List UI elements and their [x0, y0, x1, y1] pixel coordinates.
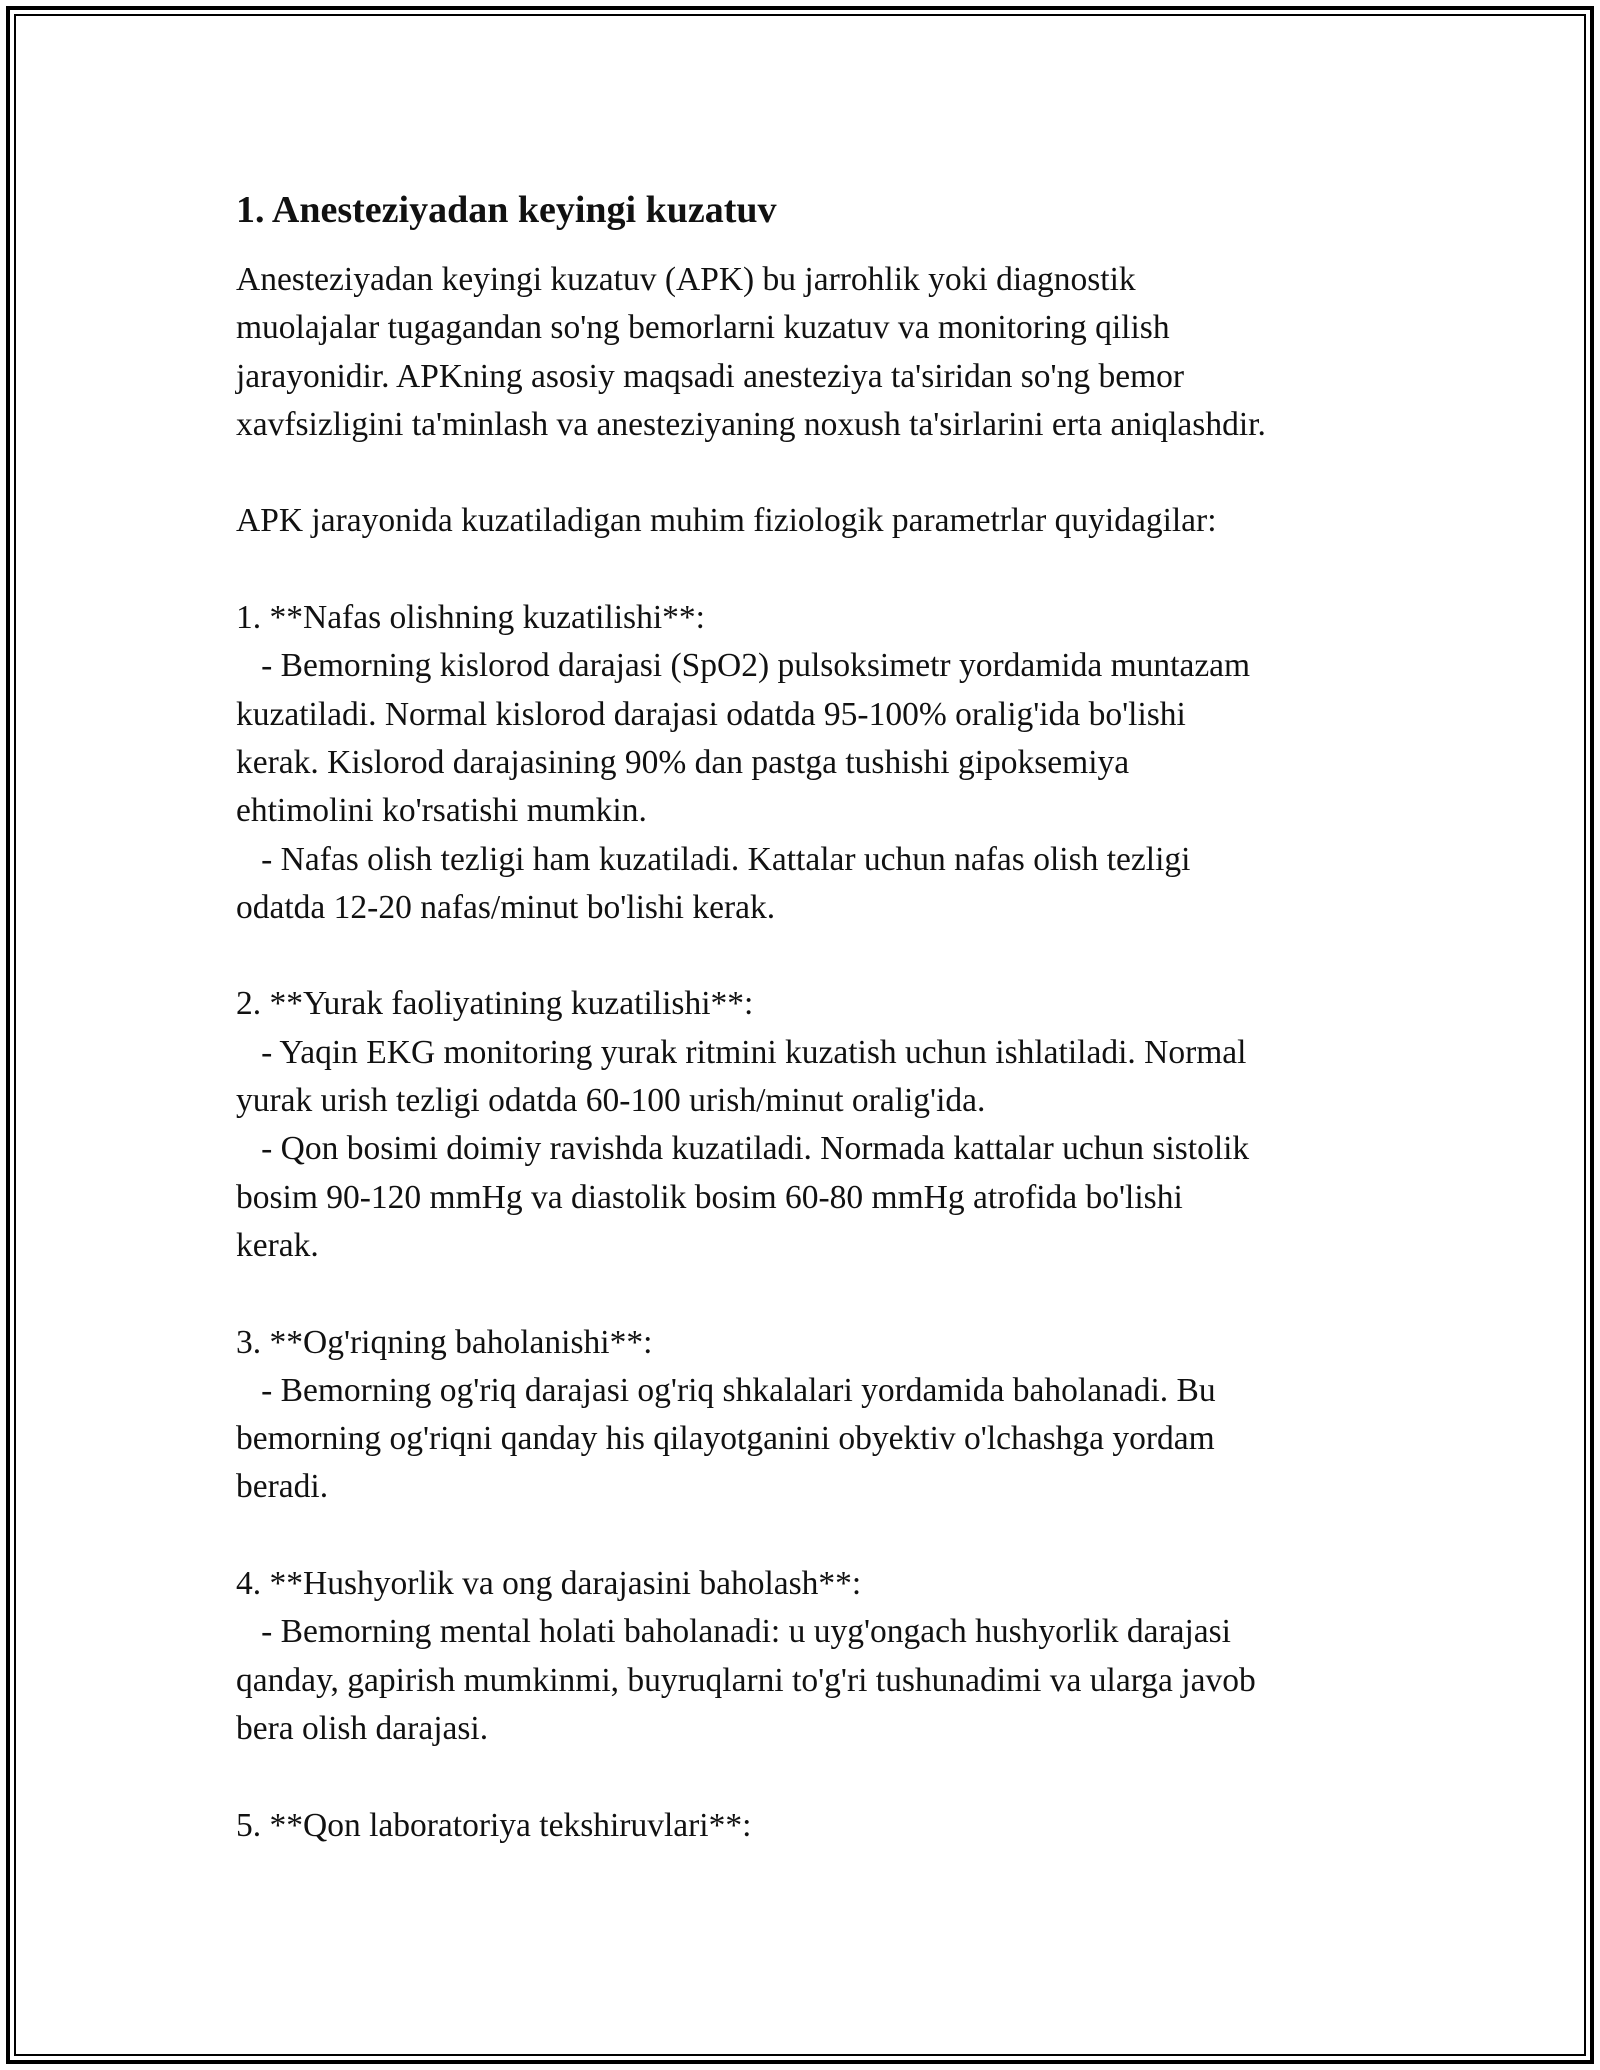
- text-line: yurak urish tezligi odatda 60-100 urish/minut oralig'ida.: [236, 1082, 986, 1120]
- text-line: bemorning og'riqni qanday his qilayotganini obyektiv o'lchashga yordam: [236, 1420, 1215, 1458]
- blank-line: [236, 1753, 1386, 1801]
- text-line: kuzatiladi. Normal kislorod darajasi odatda 95-100% oralig'ida bo'lishi: [236, 695, 1186, 733]
- blank-line: [236, 1270, 1386, 1318]
- text-line: - Nafas olish tezligi ham kuzatiladi. Kattalar uchun nafas olish tezligi: [236, 840, 1191, 878]
- text-line: 4. **Hushyorlik va ong darajasini baholash**:: [236, 1565, 862, 1603]
- text-line: 3. **Og'riqning baholanishi**:: [236, 1323, 653, 1361]
- text-line: APK jarayonida kuzatiladigan muhim fiziologik parametrlar quyidagilar:: [236, 502, 1217, 540]
- text-line: - Bemorning mental holati baholanadi: u uyg'ongach hushyorlik darajasi: [236, 1613, 1231, 1651]
- blank-line: [236, 449, 1386, 497]
- text-line: - Bemorning kislorod darajasi (SpO2) pulsoksimetr yordamida muntazam: [236, 647, 1251, 685]
- text-line: - Yaqin EKG monitoring yurak ritmini kuzatish uchun ishlatiladi. Normal: [236, 1033, 1247, 1071]
- text-line: 5. **Qon laboratoriya tekshiruvlari**:: [236, 1806, 752, 1844]
- text-line: - Qon bosimi doimiy ravishda kuzatiladi. Normada kattalar uchun sistolik: [236, 1130, 1250, 1168]
- document-body: [236, 186, 1386, 1850]
- text-line: beradi.: [236, 1468, 329, 1506]
- text-line: 2. **Yurak faoliyatining kuzatilishi**:: [236, 985, 754, 1023]
- text-line: bosim 90-120 mmHg va diastolik bosim 60-80 mmHg atrofida bo'lishi: [236, 1178, 1183, 1216]
- text-line: bera olish darajasi.: [236, 1709, 489, 1747]
- blank-line: [236, 932, 1386, 980]
- document-heading: 1. Anesteziyadan keyingi kuzatuv: [236, 189, 777, 231]
- text-line: qanday, gapirish mumkinmi, buyruqlarni to'g'ri tushunadimi va ularga javob: [236, 1661, 1256, 1699]
- text-line: 1. **Nafas olishning kuzatilishi**:: [236, 599, 705, 637]
- text-line: kerak. Kislorod darajasining 90% dan pastga tushishi gipoksemiya: [236, 743, 1130, 781]
- text-line: - Bemorning og'riq darajasi og'riq shkalalari yordamida baholanadi. Bu: [236, 1371, 1216, 1409]
- text-line: jarayonidir. APKning asosiy maqsadi anesteziya ta'siridan so'ng bemor: [236, 357, 1185, 395]
- text-line: kerak.: [236, 1226, 319, 1264]
- blank-line: [236, 1512, 1386, 1560]
- text-line: Anesteziyadan keyingi kuzatuv (APK) bu jarrohlik yoki diagnostik: [236, 261, 1136, 298]
- text-line: xavfsizligini ta'minlash va anesteziyaning noxush ta'sirlarini erta aniqlashdir.: [236, 405, 1266, 443]
- blank-line: [236, 546, 1386, 594]
- text-line: odatda 12-20 nafas/minut bo'lishi kerak.: [236, 888, 776, 926]
- document-text: [236, 256, 1386, 1850]
- text-line: muolajalar tugagandan so'ng bemorlarni kuzatuv va monitoring qilish: [236, 309, 1170, 347]
- text-line: ehtimolini ko'rsatishi mumkin.: [236, 792, 647, 830]
